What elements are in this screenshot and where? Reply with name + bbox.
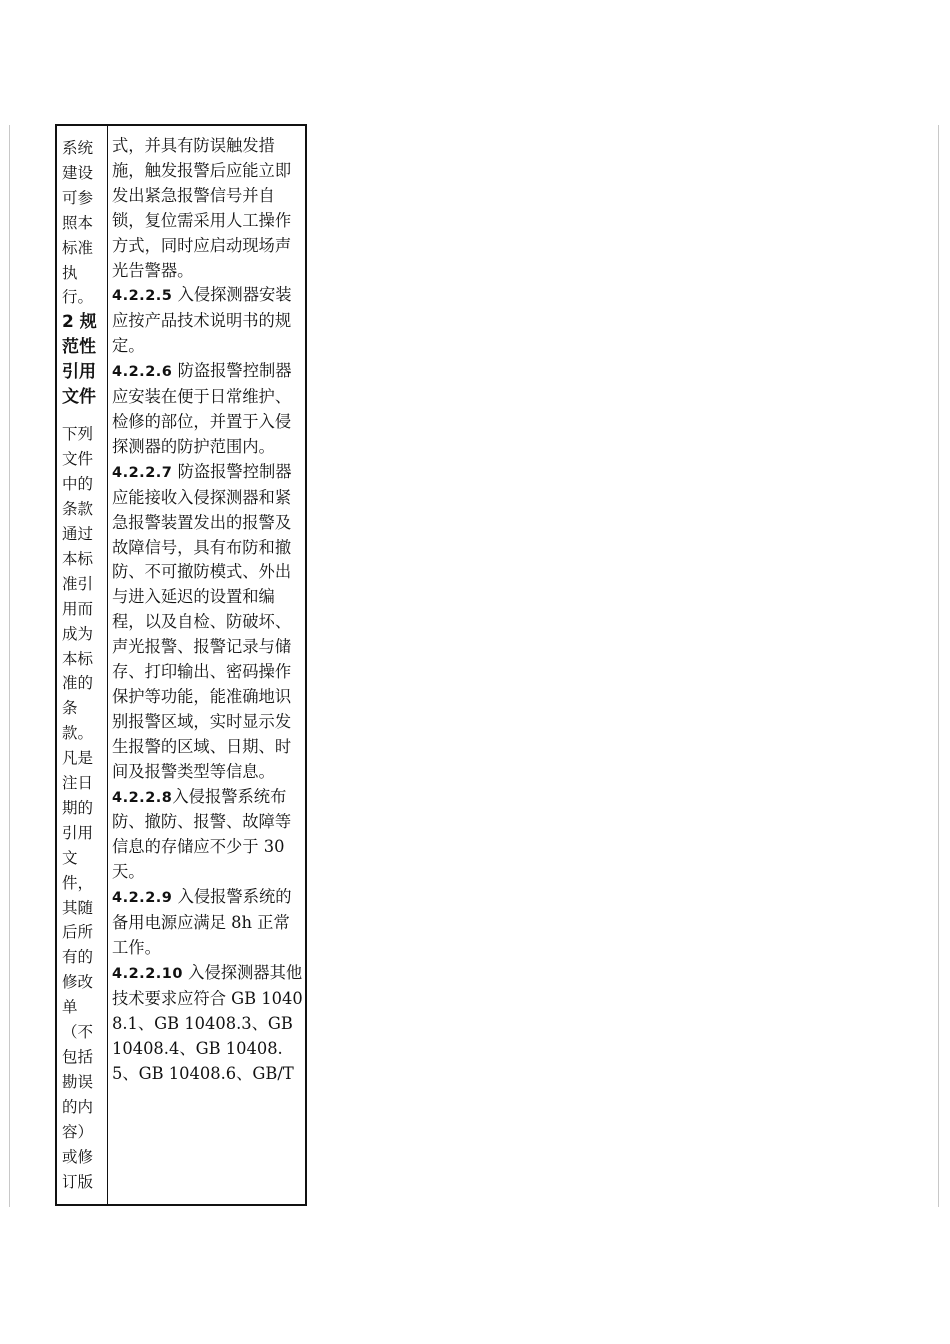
continuation-paragraph: 式，并具有防误触发措施，触发报警后应能立即发出紧急报警信号并自锁，复位需采用人工操作方式，同时应启动现场声光告警器。 — [112, 136, 292, 280]
standard-text-table — [55, 124, 307, 1206]
page-margin-guide-right — [938, 125, 939, 1207]
clause-4-2-2-9 — [112, 885, 303, 961]
section-heading: 2 规范性引用文件 — [62, 312, 97, 408]
clause-4-2-2-6 — [112, 359, 303, 460]
left-intro-text: 系统建设可参照本标准执行。 — [62, 139, 94, 307]
section-body-text: 下列文件中的条款通过本标准引用而成为本标准的条款。凡是注日期的引用文件，其随后所有的修改单（不包括勘误的内容）或修订版 — [62, 425, 94, 1191]
clause-number: 4.2.2.10 — [112, 965, 183, 982]
clause-text: 入侵报警系统的备用电源应满足 8h 正常工作。 — [112, 887, 292, 957]
clause-text: 入侵报警系统布防、撤防、报警、故障等信息的存储应不少于 30 天。 — [112, 786, 292, 882]
clause-number: 4.2.2.6 — [112, 364, 173, 381]
clause-4-2-2-8 — [112, 785, 303, 886]
clause-text: 入侵探测器安装应按产品技术说明书的规定。 — [112, 285, 292, 356]
clause-number: 4.2.2.5 — [112, 288, 173, 305]
clause-number: 4.2.2.9 — [112, 890, 173, 907]
clause-text: 防盗报警控制器应能接收入侵探测器和紧急报警装置发出的报警及故障信号，具有布防和撤防、不可撤防模式、外出与进入延迟的设置和编程，以及自检、防破坏、声光报警、报警记录与储存、打印输出、密码操作保护等功能，能准确地识别报警区域，实时显示发生报警的区域、日期、时间及报警类型等信息。 — [112, 461, 292, 781]
clause-4-2-2-10 — [112, 961, 303, 1087]
clause-text: 防盗报警控制器应安装在便于日常维护、检修的部位，并置于入侵探测器的防护范围内。 — [112, 361, 292, 456]
right-column — [108, 126, 305, 1204]
clause-4-2-2-5 — [112, 283, 303, 359]
left-column — [57, 126, 108, 1204]
page-margin-guide-left — [9, 125, 10, 1207]
clause-number: 4.2.2.7 — [112, 464, 173, 481]
clause-text: 入侵探测器其他技术要求应符合 GB 10408.1、GB 10408.3、GB 10408.4、GB 10408.5、GB 10408.6、GB/T — [112, 962, 303, 1083]
clause-number: 4.2.2.8 — [112, 789, 173, 806]
clause-4-2-2-7 — [112, 460, 303, 785]
